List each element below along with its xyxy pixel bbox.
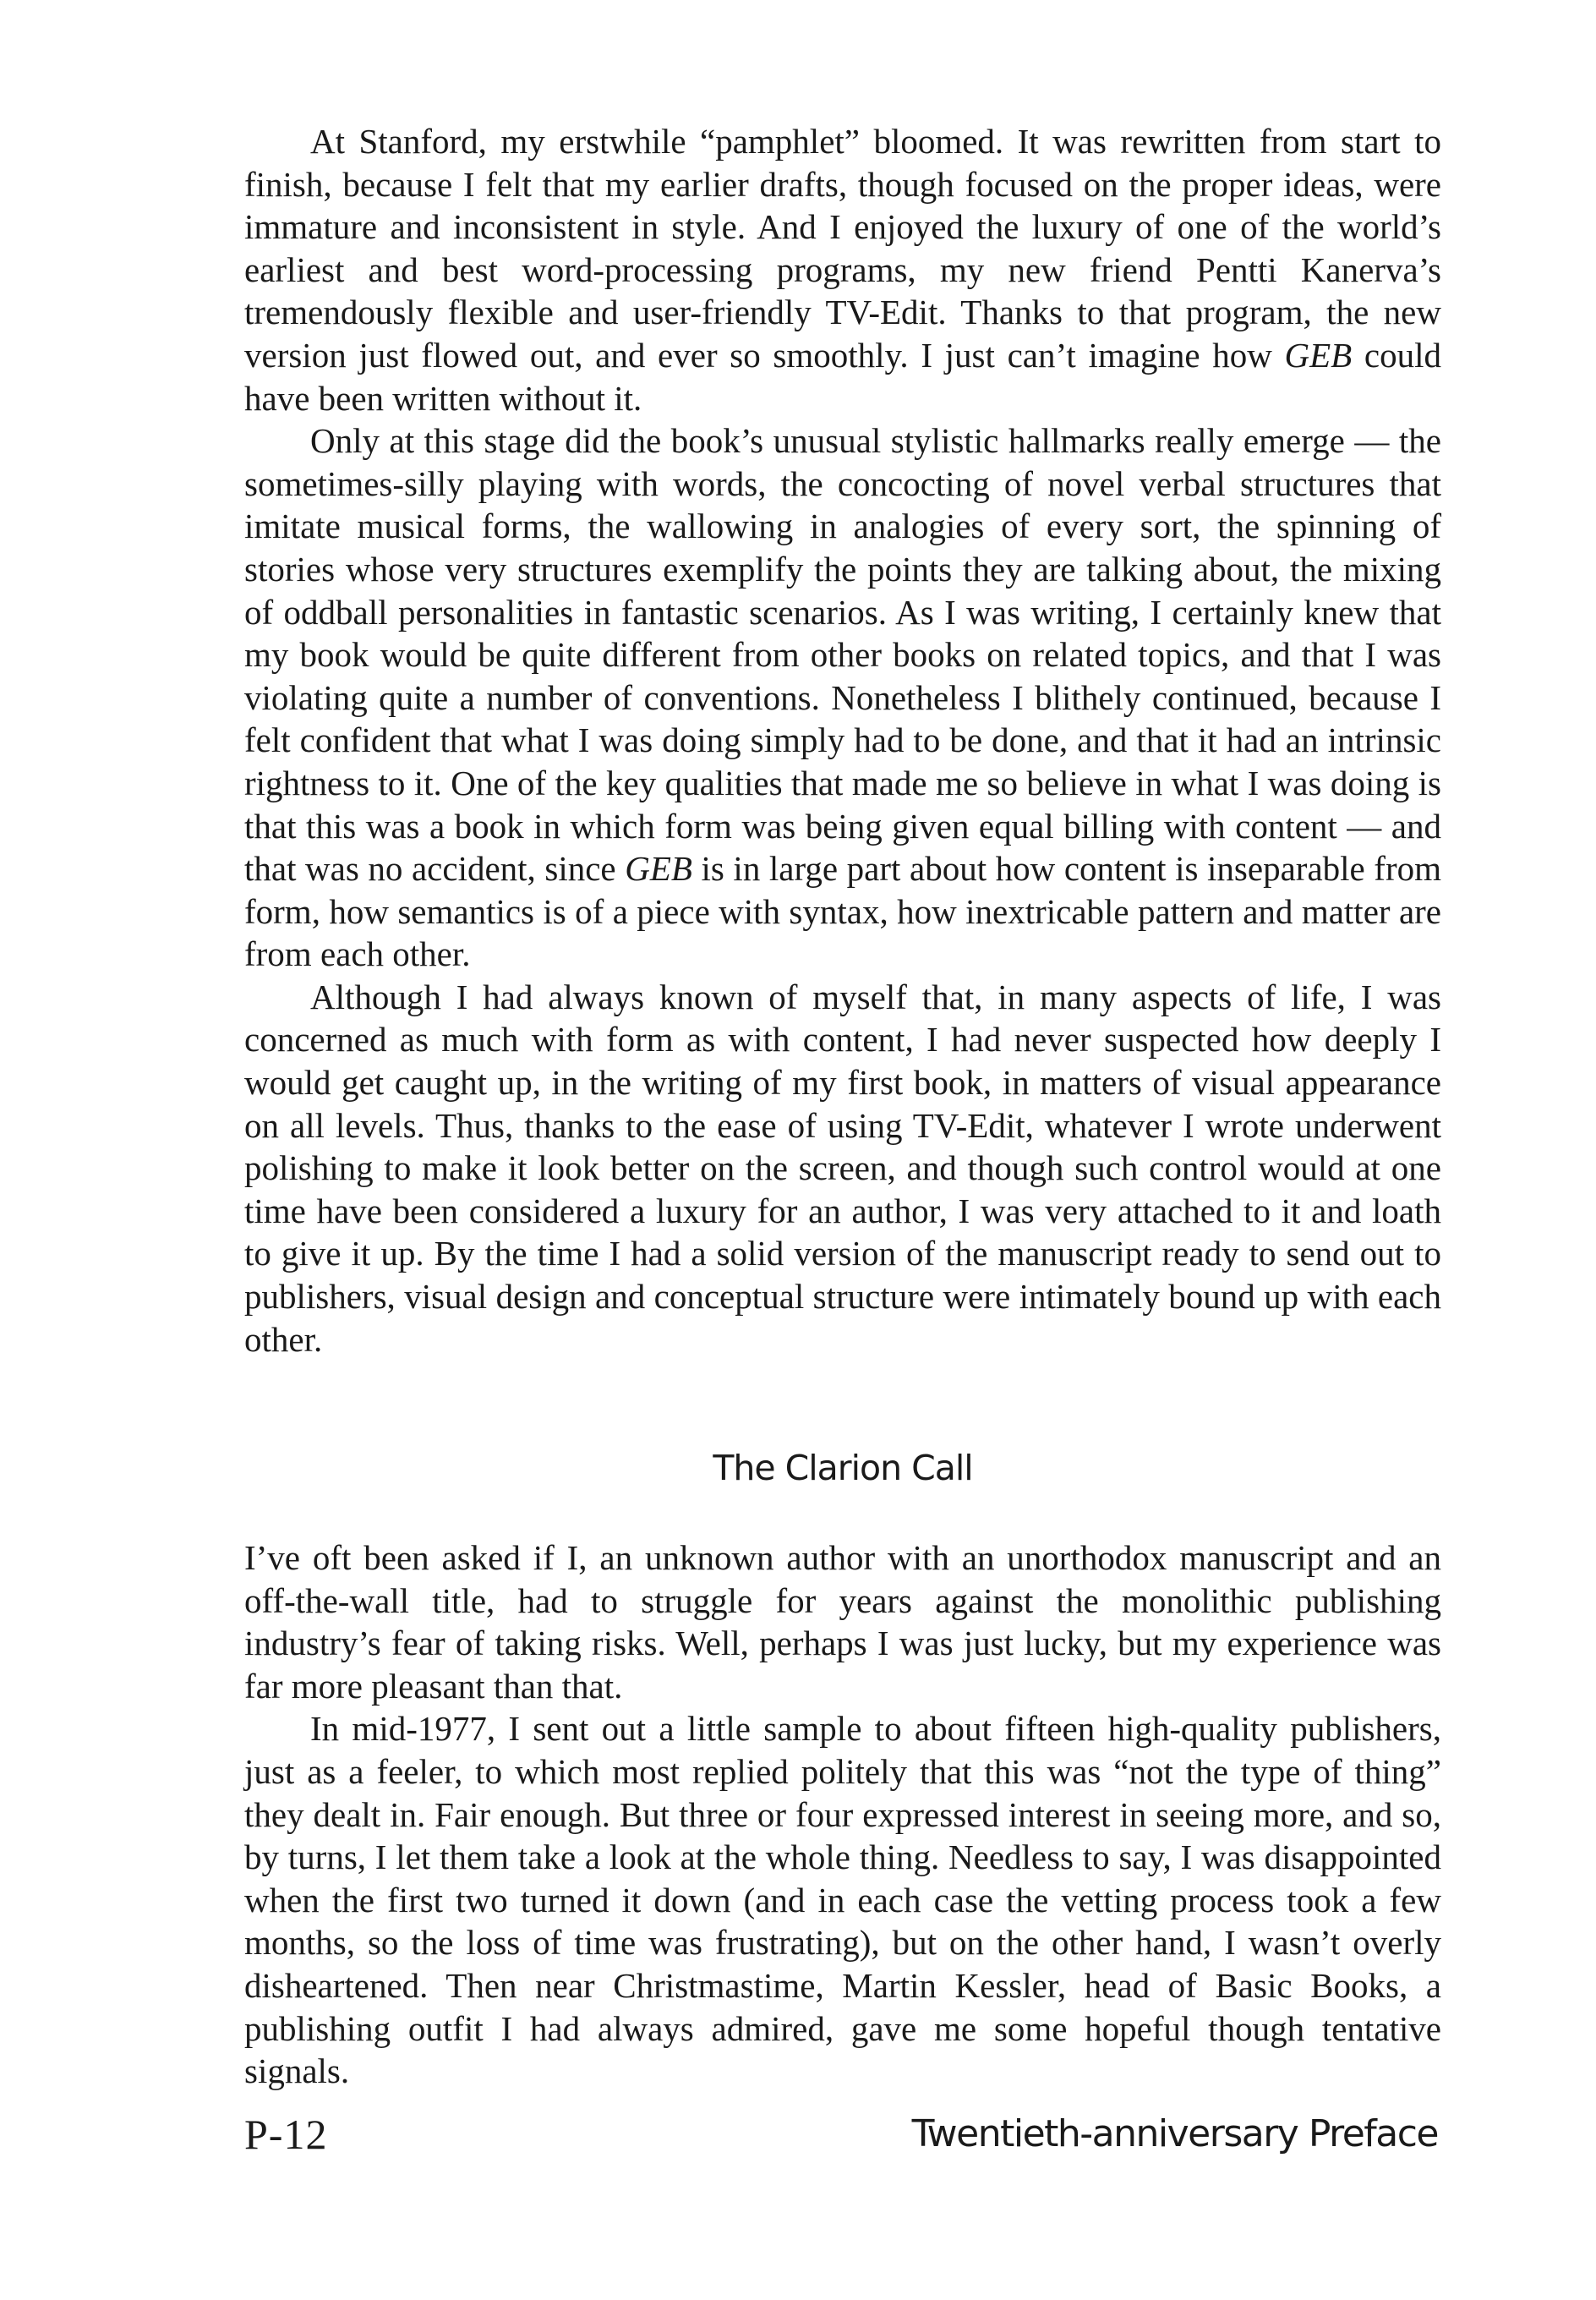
paragraph: I’ve oft been asked if I, an unknown author with an unorthodox manuscript and an off-the-wall title, had to struggle for years against the monolithic publishing industry’s fear of taking risks. Well, perhaps I was just lucky, but my experience was far more pleasant than that. xyxy=(244,1538,1441,1706)
paragraph: In mid-1977, I sent out a little sample to about fifteen high-quality publishers, just as a feeler, to which most replied politely that this was “not the type of thing” they dealt in. Fair enough. But three or four expressed interest in seeing more, and so, by turns, I let them take a look at the whole thing. Needless to say, I was disappointed when the first two turned it down (and in each case the vetting process took a few months, so the loss of time was frustrating), but on the other hand, I wasn’t overly disheartened. Then near Christmastime, Martin Kessler, head of Basic Books, a publishing outfit I had always admired, gave me some hopeful though tentative signals. xyxy=(244,1709,1441,2091)
paragraph: Only at this stage did the book’s unusual stylistic hallmarks really emerge — the sometimes-silly playing with words, the concocting of novel verbal structures that imitate musical forms, the wallowing in analogies of every sort, the spinning of stories whose very structures exemplify the points they are talking about, the mixing of oddball personalities in fantastic scenarios. As I was writing, I certainly knew that my book would be quite different from other books on related topics, and that I was violating quite a number of conventions. Nonetheless I blithely continued, because I felt confident that what I was doing simply had to be done, and that it had an intrinsic rightness to it. One of the key qualities that made me so believe in what I was doing is that this was a book in which form was being given equal billing with content — and that was no accident, since GEB is in large part about how content is inseparable from form, how semantics is of a piece with syntax, how inextricable pattern and matter are from each other. xyxy=(244,421,1442,974)
paragraph: Although I had always known of myself that, in many aspects of life, I was concerned as much with form as with content, I had never suspected how deeply I would get caught up, in the writing of my first book, in matters of visual appearance on all levels. Thus, thanks to the ease of using TV-Edit, whatever I wrote underwent polishing to make it look better on the screen, and though such control would at one time have been considered a luxury for an author, I was very attached to it and loath to give it up. By the time I had a solid version of the manuscript ready to send out to publishers, visual design and conceptual structure were intimately bound up with each other. xyxy=(244,977,1441,1359)
italic-title: GEB xyxy=(625,849,692,889)
page-number: P-12 xyxy=(244,2111,328,2158)
section-heading: The Clarion Call xyxy=(713,1448,973,1488)
body-text-section-2 xyxy=(244,1536,1441,2093)
running-title: Twentieth-anniversary Preface xyxy=(911,2112,1438,2155)
paragraph: At Stanford, my erstwhile “pamphlet” bloomed. It was rewritten from start to finish, because I felt that my earlier drafts, though focused on the proper ideas, were immature and inconsistent in style. And I enjoyed the luxury of one of the world’s earliest and best word-processing programs, my new friend Pentti Kanerva’s tremendously flexible and user-friendly TV-Edit. Thanks to that program, the new version just flowed out, and ever so smoothly. I just can’t imagine how GEB could have been written without it. xyxy=(244,122,1441,418)
body-text-section-1 xyxy=(244,120,1441,1361)
italic-title: GEB xyxy=(1284,335,1353,375)
